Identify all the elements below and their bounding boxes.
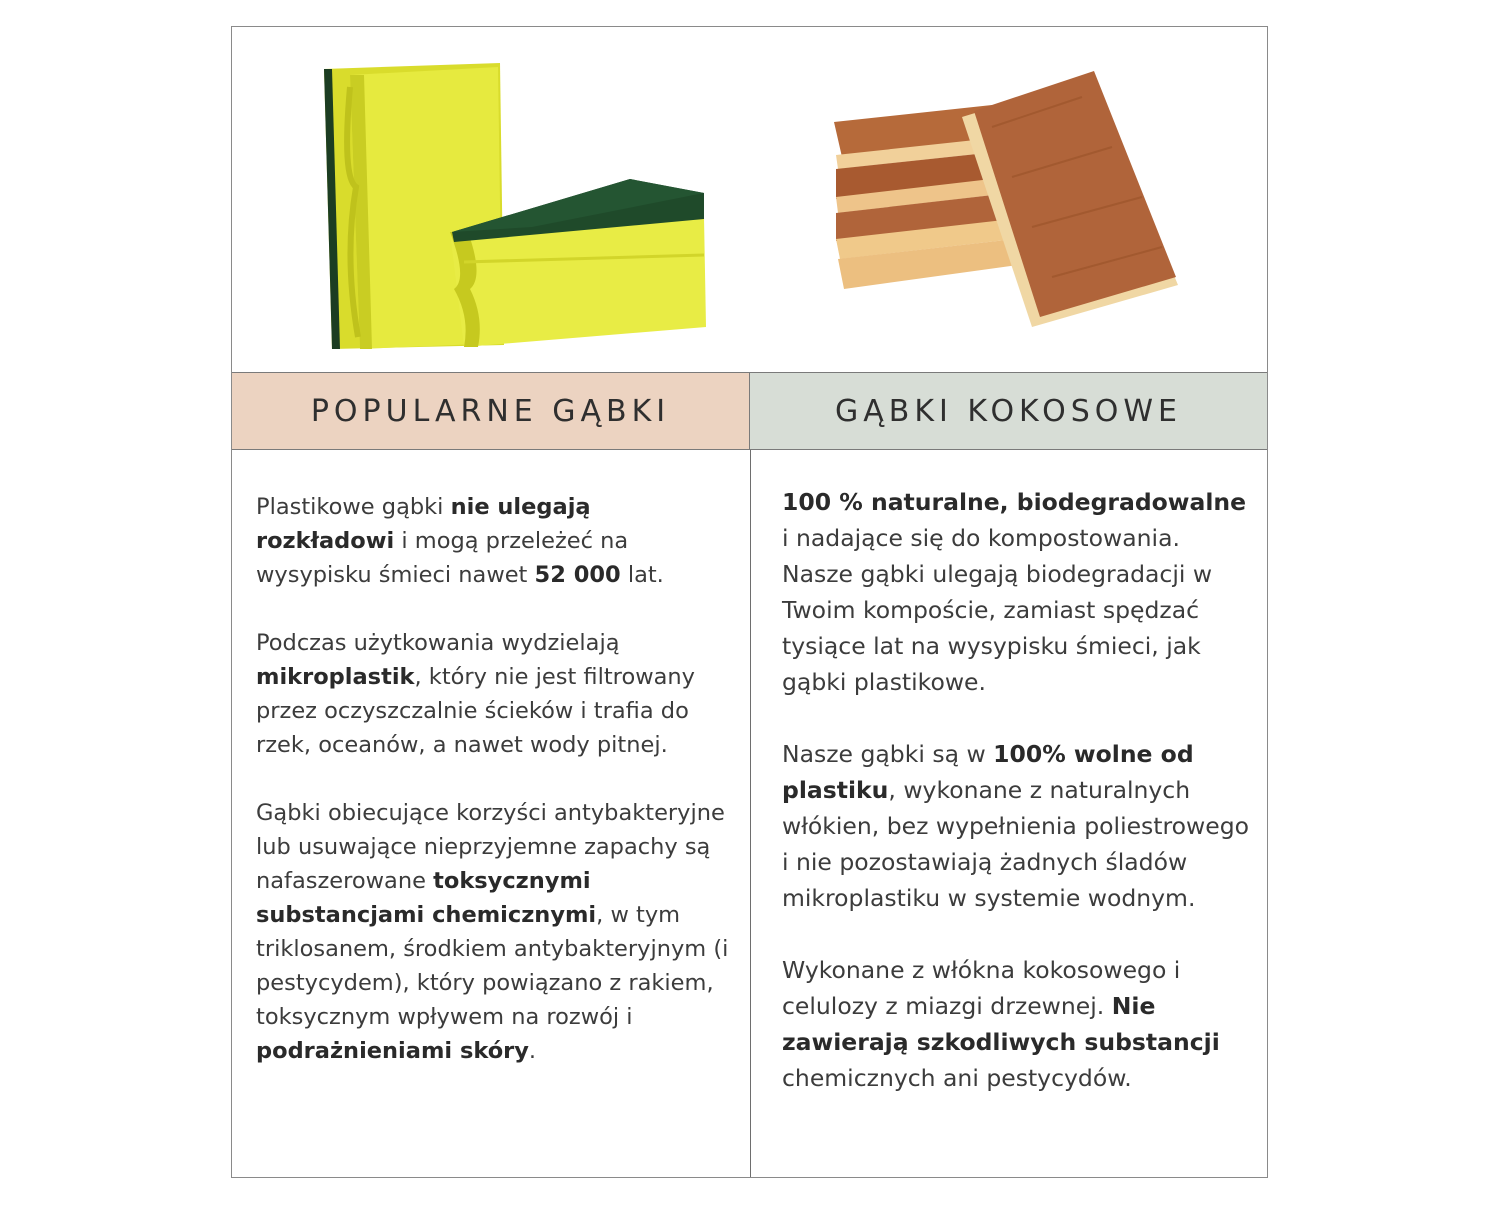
popular-sponges-column bbox=[256, 450, 732, 1102]
coconut-sponges-image bbox=[834, 71, 1178, 327]
left-paragraph-1: Plastikowe gąbki nie ulegają rozkładowi i mogą przeleżeć na wysypisku śmieci nawet 52 000 lat. bbox=[256, 494, 664, 588]
coconut-sponges-column bbox=[782, 450, 1252, 1132]
right-paragraph-1: 100 % naturalne, biodegradowalne i nadające się do kompostowania. Nasze gąbki ulegają biodegradacji w Twoim kompoście, zamiast spędzać tysiące lat na wysypisku śmieci, jak gąbki plastikowe. bbox=[782, 488, 1247, 696]
left-paragraph-2: Podczas użytkowania wydzielają mikroplastik, który nie jest filtrowany przez oczyszczalnie ścieków i trafia do rzek, oceanów, a nawet wody pitnej. bbox=[256, 630, 695, 758]
column-divider bbox=[750, 450, 751, 1177]
sponge-photos bbox=[232, 27, 1267, 372]
header-coconut-sponges: GĄBKI KOKOSOWE bbox=[750, 372, 1267, 450]
comparison-frame bbox=[231, 26, 1268, 1178]
right-paragraph-3: Wykonane z włókna kokosowego i celulozy z miazgi drzewnej. Nie zawierają szkodliwych substancji chemicznych ani pestycydów. bbox=[782, 956, 1220, 1092]
plastic-sponges-image bbox=[324, 63, 706, 349]
right-paragraph-2: Nasze gąbki są w 100% wolne od plastiku, wykonane z naturalnych włókien, bez wypełnienia poliestrowego i nie pozostawiają żadnych śladów mikroplastiku w systemie wodnym. bbox=[782, 740, 1250, 912]
header-popular-sponges: POPULARNE GĄBKI bbox=[232, 372, 750, 450]
left-paragraph-3: Gąbki obiecujące korzyści antybakteryjne lub usuwające nieprzyjemne zapachy są nafaszerowane toksycznymi substancjami chemicznymi, w tym triklosanem, środkiem antybakteryjnym (i pestycydem), który powiązano z rakiem, toksycznym wpływem na rozwój i podrażnieniami skóry. bbox=[256, 800, 729, 1064]
product-images bbox=[232, 27, 1267, 372]
